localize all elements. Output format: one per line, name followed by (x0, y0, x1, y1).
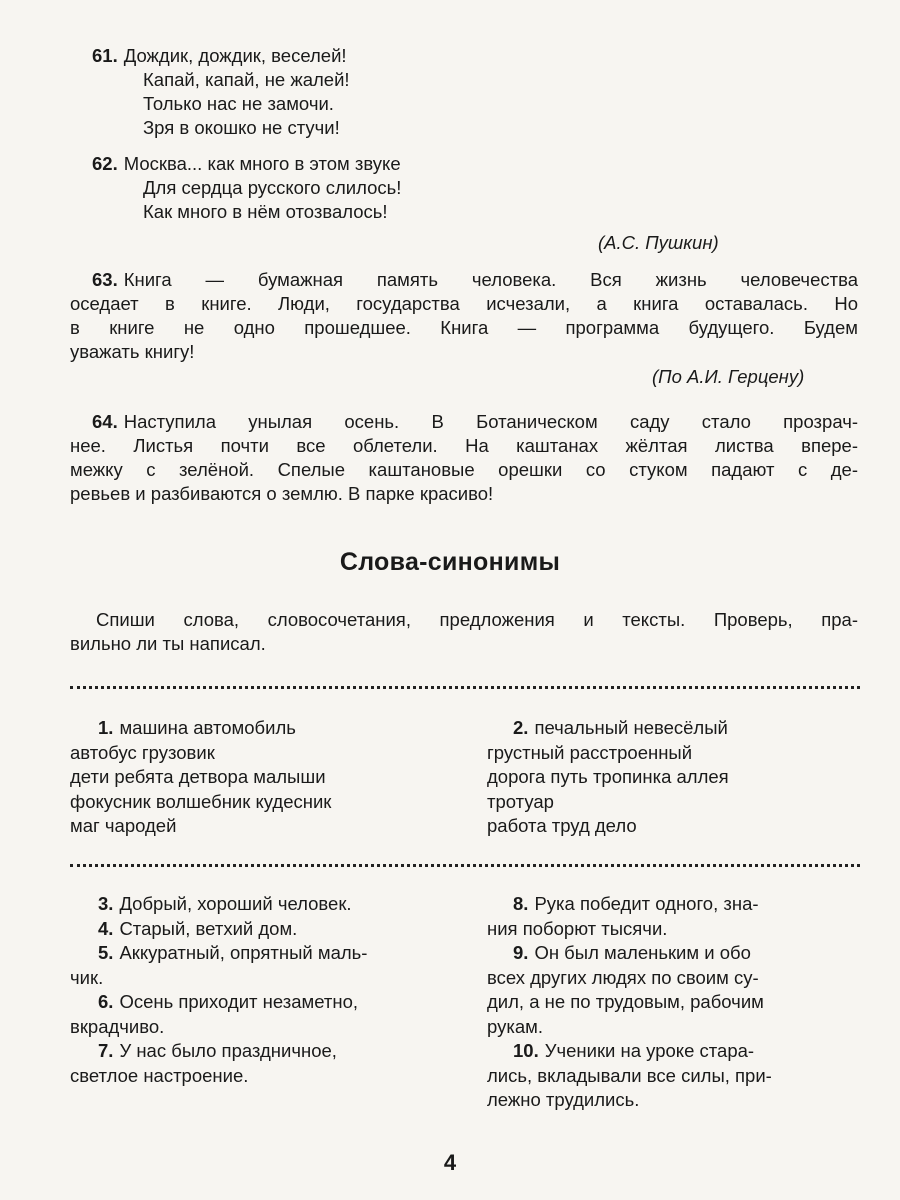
poem-line: Капай, капай, не жалей! (143, 69, 350, 90)
author-pushkin: (А.С. Пушкин) (598, 232, 719, 253)
synonym-line: работа труд дело (487, 815, 637, 836)
synonym-line: автобус грузовик (70, 741, 215, 763)
exercise-number: 7. (98, 1040, 114, 1061)
sentence-line: дил, а не по трудовым, рабочим (487, 991, 764, 1012)
synonym-line: маг чародей (70, 815, 177, 836)
exercise-number: 63. (92, 269, 118, 290)
sentence-line: Ученики на уроке стара- (544, 1040, 755, 1061)
exercise-62 (92, 152, 401, 224)
synonym-group-2 (487, 716, 729, 839)
sentence-line: Осень приходит незаметно, (119, 991, 359, 1012)
poem-line: Москва... как много в этом звуке (123, 153, 401, 174)
exercise-number: 9. (513, 942, 529, 963)
poem-line: Только нас не замочи. (143, 93, 334, 114)
exercise-64 (70, 410, 858, 506)
exercise-number: 6. (98, 991, 114, 1012)
text-line: нее. Листья почти все облетели. На каштанах жёлтая листва впере- (70, 435, 858, 456)
exercise-number: 2. (513, 717, 529, 738)
exercise-number: 4. (98, 917, 114, 939)
synonym-line: дети ребята детвора малыши (70, 766, 326, 787)
sentence-line: лись, вкладывали все силы, при- (487, 1064, 772, 1086)
instruction (70, 608, 858, 656)
sentence-line: рукам. (487, 1015, 543, 1037)
text-line: в книге не одно прошедшее. Книга — программа будущего. Будем (70, 317, 858, 338)
poem-line: Дождик, дождик, веселей! (123, 45, 347, 66)
sentence-line: ния поборют тысячи. (487, 917, 668, 939)
exercise-number: 5. (98, 942, 114, 963)
exercise-number: 61. (92, 45, 118, 66)
text-line: ревьев и разбиваются о землю. В парке красиво! (70, 483, 494, 504)
exercise-number: 62. (92, 153, 118, 174)
sentence-line: Аккуратный, опрятный маль- (119, 942, 368, 963)
synonym-line: машина автомобиль (119, 717, 296, 738)
exercise-number: 64. (92, 411, 118, 432)
sentences-right-column (487, 892, 772, 1113)
text-line: межку с зелёной. Спелые каштановые орешки со стуком падают с де- (70, 459, 858, 480)
exercise-number: 3. (98, 893, 114, 914)
text-line: уважать книгу! (70, 341, 195, 362)
text-line: оседает в книге. Люди, государства исчезали, а книга оставалась. Но (70, 293, 858, 314)
sentence-line: Добрый, хороший человек. (119, 893, 352, 914)
dotted-separator (70, 864, 860, 875)
sentence-line: У нас было праздничное, (119, 1040, 337, 1061)
sentence-line: чик. (70, 966, 104, 988)
poem-line: Зря в окошко не стучи! (143, 117, 340, 138)
poem-line: Для сердца русского слилось! (143, 177, 402, 198)
sentence-line: светлое настроение. (70, 1064, 249, 1086)
sentence-line: Рука победит одного, зна- (534, 893, 759, 914)
synonym-line: фокусник волшебник кудесник (70, 790, 332, 812)
sentence-line: всех других людях по своим су- (487, 966, 759, 988)
instruction-line: Спиши слова, словосочетания, предложения и тексты. Проверь, пра- (96, 609, 858, 630)
instruction-line: вильно ли ты написал. (70, 633, 266, 654)
sentences-left-column (70, 892, 367, 1088)
sentence-line: Он был маленьким и обо (534, 942, 751, 963)
author-gertsen: (По А.И. Герцену) (652, 366, 805, 387)
sentence-line: Старый, ветхий дом. (119, 917, 298, 939)
exercise-63 (70, 268, 858, 364)
poem-line: Как много в нём отозвалось! (143, 201, 388, 222)
synonym-line: дорога путь тропинка аллея (487, 766, 729, 787)
exercise-number: 1. (98, 717, 114, 738)
synonym-line: тротуар (487, 790, 554, 812)
exercise-number: 8. (513, 893, 529, 914)
page-number: 4 (443, 1150, 457, 1175)
synonym-line: печальный невесёлый (534, 717, 728, 738)
section-title: Слова-синонимы (339, 548, 561, 576)
exercise-number: 10. (513, 1040, 539, 1061)
synonym-group-1 (70, 716, 331, 839)
synonym-line: грустный расстроенный (487, 741, 693, 763)
dotted-separator (70, 686, 860, 697)
text-line: Книга — бумажная память человека. Вся жизнь человечества (123, 269, 858, 290)
text-line: Наступила унылая осень. В Ботаническом саду стало прозрач- (123, 411, 858, 432)
sentence-line: вкрадчиво. (70, 1015, 165, 1037)
exercise-61 (92, 44, 350, 140)
sentence-line: лежно трудились. (487, 1089, 640, 1110)
